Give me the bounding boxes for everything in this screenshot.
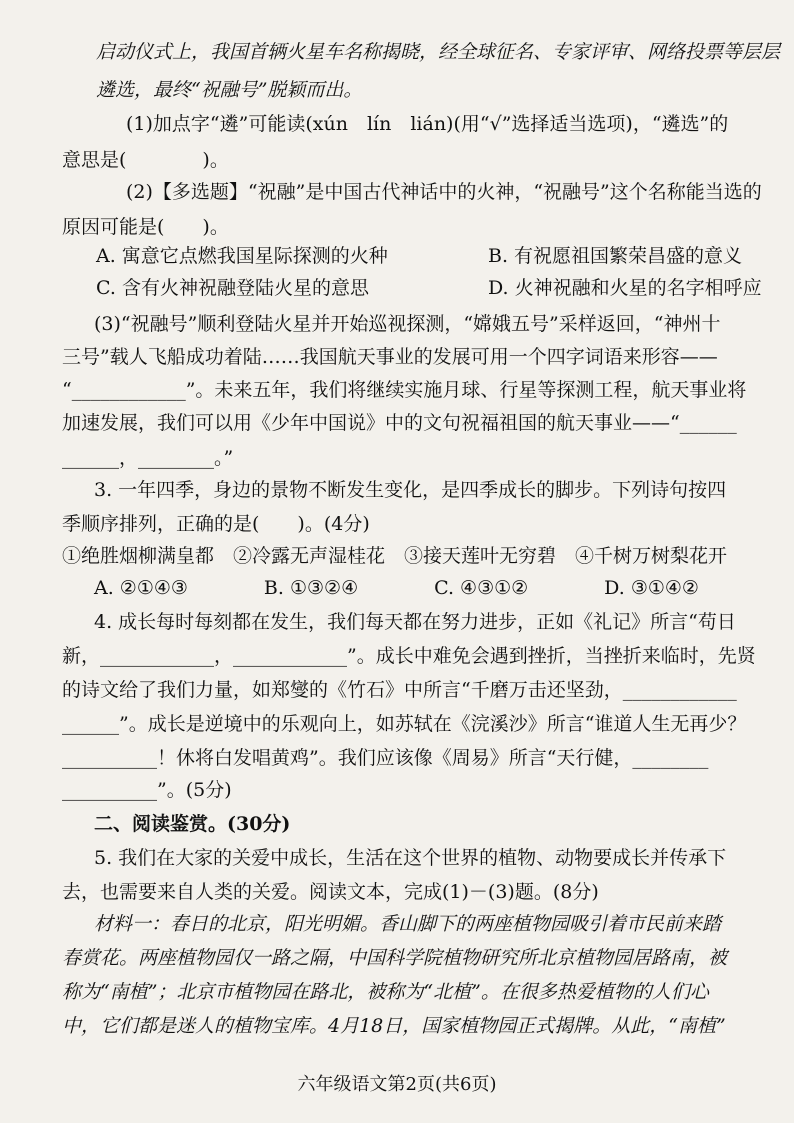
page-footer: 六年级语文第2页(共6页) bbox=[297, 1074, 497, 1095]
option-d: D. 火神祝融和火星的名字相呼应 bbox=[488, 277, 762, 299]
text-line: __________！休将白发唱黄鸡”。我们应该像《周易》所言“天行健，________ bbox=[62, 747, 709, 769]
question-1-line: (1)加点字“遴”可能读(xún lín lián)(用“√”选择适当选项)，“遴选”的 bbox=[126, 113, 729, 135]
material-line: 春赏花。两座植物园仅一路之隔，中国科学院植物研究所北京植物园居路南，被 bbox=[62, 947, 728, 969]
text-line: 的诗文给了我们力量，如郑燮的《竹石》中所言“千磨万击还坚劲，____________ bbox=[62, 679, 737, 701]
text-line: 去，也需要来自人类的关爱。阅读文本，完成(1)－(3)题。(8分) bbox=[62, 881, 599, 903]
text-line: ______”。成长是逆境中的乐观向上，如苏轼在《浣溪沙》所言“谁道人生无再少？ bbox=[62, 713, 747, 735]
text-line: ______，________。” bbox=[62, 447, 234, 469]
text-line: __________”。(5分) bbox=[62, 779, 232, 801]
text-line: 季顺序排列，正确的是( )。(4分) bbox=[62, 513, 370, 535]
text-line: 遴选，最终“祝融号”脱颖而出。 bbox=[96, 79, 363, 101]
answer-options: A. ②①④③ B. ①③②④ C. ④③①② D. ③①④② bbox=[94, 577, 699, 599]
question-3-title: 3. 一年四季，身边的景物不断发生变化，是四季成长的脚步。下列诗句按四 bbox=[94, 479, 727, 501]
text-line: 新，____________，____________”。成长中难免会遇到挫折，当挫折来临时，先贤 bbox=[62, 645, 756, 667]
text-line: 启动仪式上，我国首辆火星车名称揭晓，经全球征名、专家评审、网络投票等层层 bbox=[96, 41, 781, 63]
poem-options: ①绝胜烟柳满皇都 ②冷露无声湿桂花 ③接天莲叶无穷碧 ④千树万树梨花开 bbox=[62, 545, 728, 567]
option-a: A. 寓意它点燃我国星际探测的火种 bbox=[96, 245, 388, 267]
option-b: B. 有祝愿祖国繁荣昌盛的意义 bbox=[488, 245, 743, 267]
question-3-line: (3)“祝融号”顺利登陆火星并开始巡视探测，“嫦娥五号”采样返回，“神州十 bbox=[94, 313, 721, 335]
material-line: 材料一：春日的北京，阳光明媚。香山脚下的两座植物园吸引着市民前来踏 bbox=[94, 913, 722, 935]
text-line: 加速发展，我们可以用《少年中国说》中的文句祝福祖国的航天事业——“______ bbox=[62, 412, 737, 434]
section-heading: 二、阅读鉴赏。(30分) bbox=[94, 813, 291, 835]
text-line: “____________”。未来五年，我们将继续实施月球、行星等探测工程，航天事业将 bbox=[62, 379, 747, 401]
option-c: C. 含有火神祝融登陆火星的意思 bbox=[96, 277, 369, 299]
question-4-title: 4. 成长每时每刻都在发生，我们每天都在努力进步，正如《礼记》所言“苟日 bbox=[94, 611, 736, 633]
material-line: 中，它们都是迷人的植物宝库。4月18日，国家植物园正式揭牌。从此，“南植” bbox=[62, 1015, 726, 1037]
text-line: 三号”载人飞船成功着陆……我国航天事业的发展可用一个四字词语来形容—— bbox=[62, 346, 718, 368]
text-line: 意思是( )。 bbox=[62, 149, 229, 171]
material-line: 称为“南植”；北京市植物园在路北，被称为“北植”。在很多热爱植物的人们心 bbox=[62, 981, 709, 1003]
text-line: 原因可能是( )。 bbox=[62, 216, 229, 238]
question-2-line: (2)【多选题】“祝融”是中国古代神话中的火神，“祝融号”这个名称能当选的 bbox=[126, 181, 762, 203]
question-5-title: 5. 我们在大家的关爱中成长，生活在这个世界的植物、动物要成长并传承下 bbox=[94, 847, 727, 869]
